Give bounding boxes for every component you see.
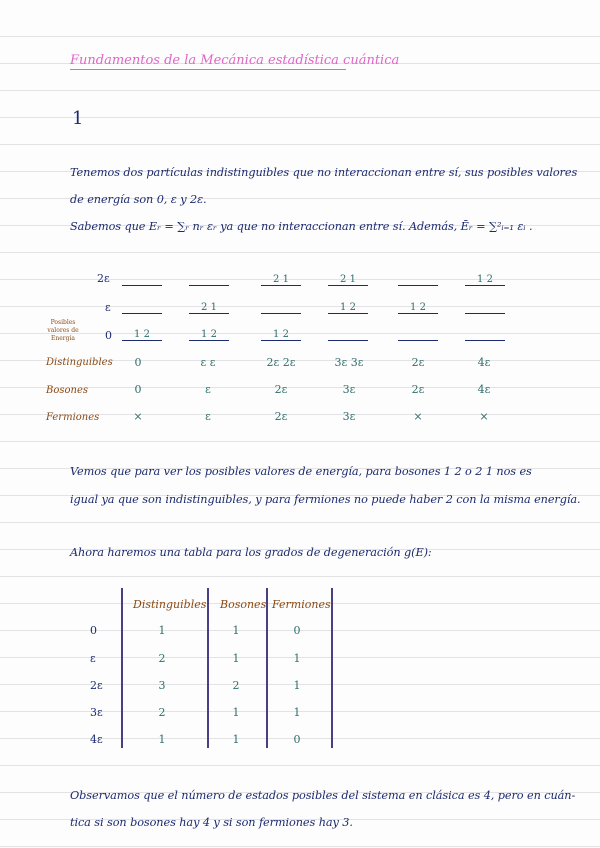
- conclusion-line-2: tica si son bosones hay 4 y si son fermiones hay 3.: [70, 816, 353, 829]
- energy-value-cell: 0: [134, 383, 142, 396]
- row-label-fermiones: Fermiones: [46, 412, 100, 423]
- deg-cell: 1: [293, 652, 301, 665]
- level-line: [261, 340, 301, 341]
- deg-cell: 2: [158, 652, 166, 665]
- level-line: [328, 313, 368, 314]
- table-divider-3: [266, 588, 268, 748]
- level-slot: [465, 300, 505, 314]
- deg-row-label: 4ε: [90, 733, 103, 746]
- energy-value-cell: 2ε: [274, 410, 288, 423]
- deg-cell: 1: [293, 706, 301, 719]
- level-slot: [328, 300, 368, 314]
- energy-value-cell: ε: [205, 383, 211, 396]
- level-slot: [328, 327, 368, 341]
- particle-labels: 1 2: [410, 302, 426, 313]
- level-line: [122, 313, 162, 314]
- level-line: [189, 285, 229, 286]
- deg-cell: 1: [158, 624, 166, 637]
- table-divider-2: [207, 588, 209, 748]
- intro-line-2: de energía son 0, ε y 2ε.: [70, 193, 207, 206]
- energy-value-cell: 4ε: [477, 356, 491, 369]
- energy-value-cell: 3ε 3ε: [334, 356, 364, 369]
- energy-value-cell: 3ε: [342, 410, 356, 423]
- level-line: [465, 313, 505, 314]
- level-line: [261, 285, 301, 286]
- level-label-e: ε: [105, 301, 111, 314]
- level-slot: [261, 327, 301, 341]
- energy-value-cell: 0: [134, 356, 142, 369]
- energy-value-cell: ×: [133, 410, 143, 423]
- level-line: [328, 285, 368, 286]
- level-slot: [398, 272, 438, 286]
- deg-header-distinguibles: Distinguibles: [133, 598, 207, 611]
- deg-cell: 3: [158, 679, 166, 692]
- deg-cell: 1: [232, 706, 240, 719]
- level-line: [465, 340, 505, 341]
- deg-cell: 2: [232, 679, 240, 692]
- energy-value-cell: ε ε: [200, 356, 216, 369]
- deg-row-label: 2ε: [90, 679, 103, 692]
- level-slot: [189, 272, 229, 286]
- level-slot: [398, 300, 438, 314]
- level-line: [398, 313, 438, 314]
- level-slot: [261, 300, 301, 314]
- row-label-distinguibles: Distinguibles: [46, 357, 113, 368]
- table-divider-1: [121, 588, 123, 748]
- particle-labels: 1 2: [201, 329, 217, 340]
- particle-labels: 1 2: [477, 274, 493, 285]
- energy-value-cell: 3ε: [342, 383, 356, 396]
- table-divider-4: [331, 588, 333, 748]
- energy-value-cell: ×: [479, 410, 489, 423]
- level-slot: [189, 300, 229, 314]
- possible-values-label: Posibles valores de Energía: [47, 319, 79, 342]
- particle-labels: 2 1: [201, 302, 217, 313]
- particle-labels: 1 2: [273, 329, 289, 340]
- deg-row-label: ε: [90, 652, 96, 665]
- level-label-2e: 2ε: [97, 272, 110, 285]
- energy-value-cell: 2ε: [274, 383, 288, 396]
- explanation-line-1: Vemos que para ver los posibles valores de energía, para bosones 1 2 o 2 1 nos es: [70, 465, 532, 478]
- intro-line-3: Sabemos que Eᵣ = ∑ᵣ nᵣ εᵣ ya que no interaccionan entre sí. Además, Ēᵣ = ∑²ᵢ₌₁ εᵢ .: [70, 220, 533, 233]
- level-line: [189, 340, 229, 341]
- problem-number: 1: [72, 108, 84, 129]
- deg-row-label: 3ε: [90, 706, 103, 719]
- level-slot: [328, 272, 368, 286]
- level-slot: [122, 272, 162, 286]
- deg-cell: 1: [232, 733, 240, 746]
- deg-header-fermiones: Fermiones: [272, 598, 331, 611]
- level-line: [465, 285, 505, 286]
- level-line: [122, 285, 162, 286]
- deg-row-label: 0: [90, 624, 97, 637]
- level-slot: [122, 327, 162, 341]
- level-line: [398, 285, 438, 286]
- energy-value-cell: ×: [413, 410, 423, 423]
- deg-cell: 2: [158, 706, 166, 719]
- energy-value-cell: ε: [205, 410, 211, 423]
- particle-labels: 2 1: [273, 274, 289, 285]
- level-line: [189, 313, 229, 314]
- intro-line-1: Tenemos dos partículas indistinguibles que no interaccionan entre sí, sus posibles valores: [70, 166, 578, 179]
- energy-value-cell: 2ε: [411, 356, 425, 369]
- level-line: [122, 340, 162, 341]
- deg-cell: 0: [293, 624, 301, 637]
- particle-labels: 2 1: [340, 274, 356, 285]
- energy-value-cell: 4ε: [477, 383, 491, 396]
- level-label-0: 0: [105, 329, 112, 342]
- level-line: [261, 313, 301, 314]
- deg-cell: 0: [293, 733, 301, 746]
- level-slot: [398, 327, 438, 341]
- deg-header-bosones: Bosones: [220, 598, 267, 611]
- energy-value-cell: 2ε 2ε: [266, 356, 296, 369]
- level-slot: [122, 300, 162, 314]
- deg-cell: 1: [293, 679, 301, 692]
- row-label-bosones: Bosones: [46, 385, 89, 396]
- level-line: [398, 340, 438, 341]
- level-slot: [261, 272, 301, 286]
- page-title: Fundamentos de la Mecánica estadística cuántica: [70, 53, 400, 68]
- energy-value-cell: 2ε: [411, 383, 425, 396]
- level-slot: [465, 327, 505, 341]
- level-slot: [189, 327, 229, 341]
- level-slot: [465, 272, 505, 286]
- deg-cell: 1: [232, 652, 240, 665]
- title-underline: [70, 69, 346, 70]
- deg-cell: 1: [232, 624, 240, 637]
- deg-cell: 1: [158, 733, 166, 746]
- particle-labels: 1 2: [134, 329, 150, 340]
- particle-labels: 1 2: [340, 302, 356, 313]
- degeneracy-intro: Ahora haremos una tabla para los grados de degeneración g(E):: [70, 546, 432, 559]
- explanation-line-2: igual ya que son indistinguibles, y para fermiones no puede haber 2 con la misma energía.: [70, 493, 581, 506]
- conclusion-line-1: Observamos que el número de estados posibles del sistema en clásica es 4, pero en cuán-: [70, 789, 576, 802]
- level-line: [328, 340, 368, 341]
